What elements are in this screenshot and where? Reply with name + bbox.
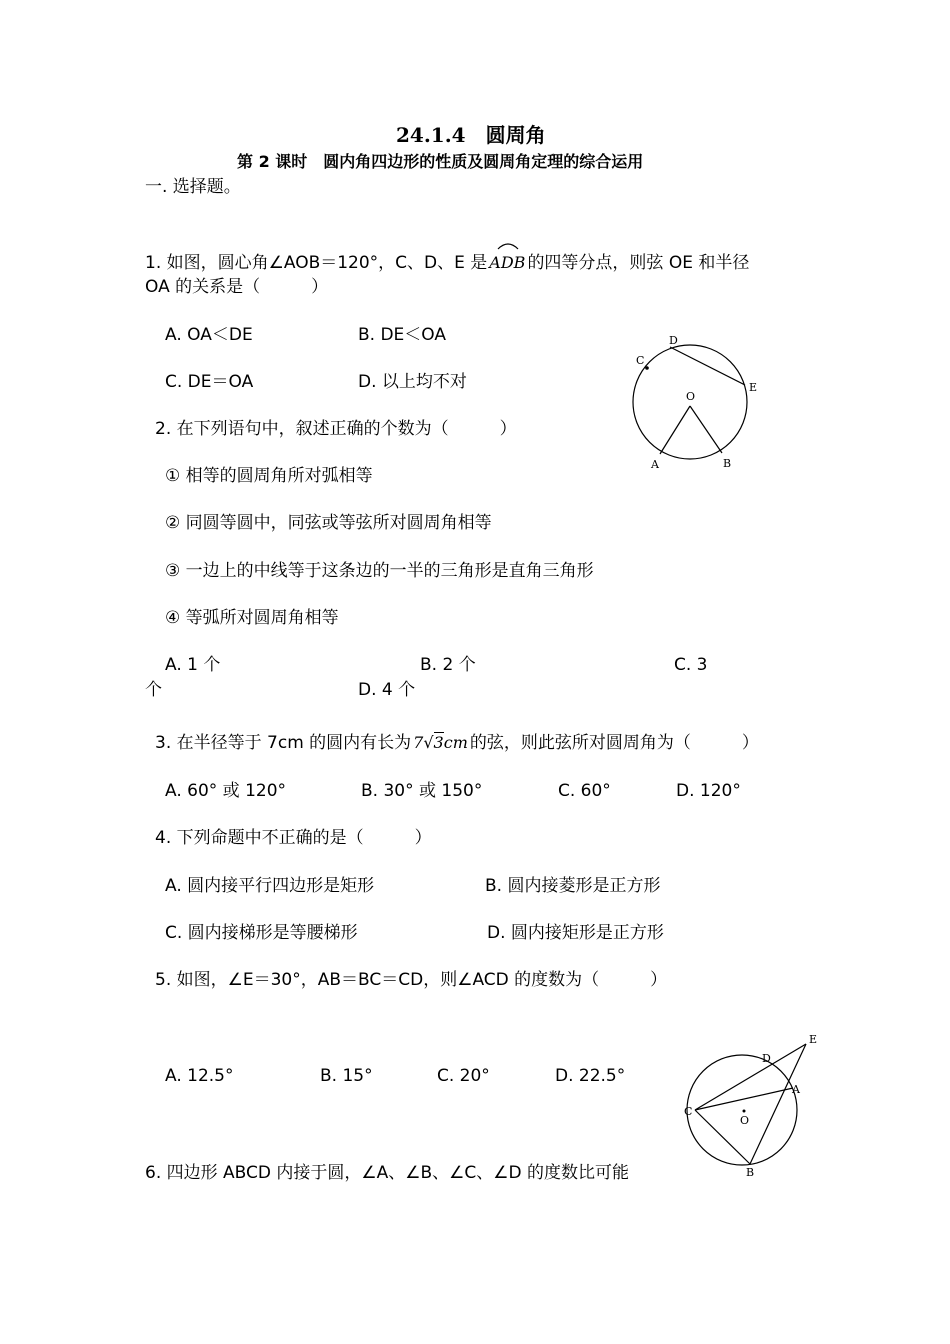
fig2-point-o — [743, 1110, 746, 1113]
q4-option-d: D. 圆内接矩形是正方形 — [487, 923, 664, 943]
arc-mark-icon — [497, 242, 519, 250]
q4-option-c: C. 圆内接梯形是等腰梯形 — [165, 923, 358, 943]
fig1-point-c — [645, 366, 649, 370]
q3-option-c: C. 60° — [558, 781, 611, 801]
fig2-line-be — [750, 1044, 806, 1164]
q1-option-a: A. OA＜DE — [165, 325, 253, 345]
q2-statement-4: ④ 等弧所对圆周角相等 — [165, 608, 339, 628]
q2-option-b: B. 2 个 — [420, 655, 476, 675]
q4-text: 4. 下列命题中不正确的是（ ） — [155, 828, 432, 848]
q3-option-b: B. 30° 或 150° — [361, 781, 483, 801]
q5-option-c: C. 20° — [437, 1066, 490, 1086]
q2-text: 2. 在下列语句中，叙述正确的个数为（ ） — [155, 419, 517, 439]
q3-text-a: 3. 在半径等于 7cm 的圆内有长为 — [155, 733, 412, 753]
q1-arc-label: ADB — [489, 253, 526, 272]
fig2-circle — [687, 1055, 797, 1165]
fig1-radius-oa — [660, 406, 690, 454]
q4-option-b: B. 圆内接菱形是正方形 — [485, 876, 661, 896]
fig2-label-e: E — [809, 1033, 818, 1046]
fig1-label-c: C — [636, 354, 645, 367]
q2-option-a: A. 1 个 — [165, 655, 221, 675]
q5-option-d: D. 22.5° — [555, 1066, 626, 1086]
figure-2-circle-diagram — [678, 1028, 828, 1178]
fig2-label-c: C — [684, 1105, 693, 1118]
fig1-label-a: A — [651, 458, 659, 471]
section-heading: 一. 选择题。 — [145, 177, 241, 197]
sqrt-icon: √ — [423, 733, 434, 752]
fig2-label-a: A — [792, 1083, 800, 1096]
q3-option-d: D. 120° — [676, 781, 741, 801]
q2-statement-2: ② 同圆等圆中，同弦或等弦所对圆周角相等 — [165, 513, 492, 533]
page-title: 24.1.4 圆周角 — [396, 123, 546, 147]
figure-1-circle-diagram — [620, 330, 770, 475]
q2-statement-3: ③ 一边上的中线等于这条边的一半的三角形是直角三角形 — [165, 561, 594, 581]
q5-option-a: A. 12.5° — [165, 1066, 234, 1086]
q2-option-c: C. 3 — [674, 655, 708, 675]
q1-text-b: 的四等分点，则弦 OE 和半径 — [527, 253, 750, 273]
q3-line — [155, 732, 759, 754]
fig2-label-o: O — [740, 1114, 750, 1127]
fig1-label-b: B — [723, 457, 732, 470]
q1-line2: OA 的关系是（ ） — [145, 277, 329, 297]
fig2-line-ce — [695, 1044, 806, 1110]
q3-expr-radicand: 3 — [433, 733, 444, 752]
q5-text: 5. 如图，∠E＝30°，AB＝BC＝CD，则∠ACD 的度数为（ ） — [155, 970, 668, 990]
q1-option-b: B. DE＜OA — [358, 325, 447, 345]
fig1-radius-ob — [690, 406, 722, 453]
q6-text: 6. 四边形 ABCD 内接于圆，∠A、∠B、∠C、∠D 的度数比可能 — [145, 1163, 630, 1183]
q5-option-b: B. 15° — [320, 1066, 373, 1086]
q1-option-d: D. 以上均不对 — [358, 372, 467, 392]
q3-expr-unit: cm — [443, 733, 468, 752]
fig2-label-b: B — [746, 1166, 755, 1178]
q1-arc — [487, 252, 527, 274]
fig1-label-o: O — [686, 390, 696, 403]
q2-option-d: D. 4 个 — [358, 680, 416, 700]
q3-expression — [411, 733, 470, 752]
q4-option-a: A. 圆内接平行四边形是矩形 — [165, 876, 375, 896]
q1-line1 — [145, 252, 749, 274]
fig2-line-ca — [695, 1088, 793, 1110]
q1-option-c: C. DE＝OA — [165, 372, 254, 392]
q1-text-a: 1. 如图，圆心角∠AOB＝120°，C、D、E 是 — [145, 253, 488, 273]
q3-expr-coefficient: 7 — [413, 733, 424, 752]
fig1-label-e: E — [749, 381, 758, 394]
q3-text-b: 的弦，则此弦所对圆周角为（ ） — [469, 733, 759, 753]
fig1-label-d: D — [669, 334, 678, 347]
q2-statement-1: ① 相等的圆周角所对弧相等 — [165, 466, 373, 486]
fig2-label-d: D — [762, 1052, 771, 1065]
q3-option-a: A. 60° 或 120° — [165, 781, 287, 801]
q2-option-c-continued: 个 — [145, 680, 162, 700]
page-subtitle: 第 2 课时 圆内角四边形的性质及圆周角定理的综合运用 — [237, 152, 644, 171]
